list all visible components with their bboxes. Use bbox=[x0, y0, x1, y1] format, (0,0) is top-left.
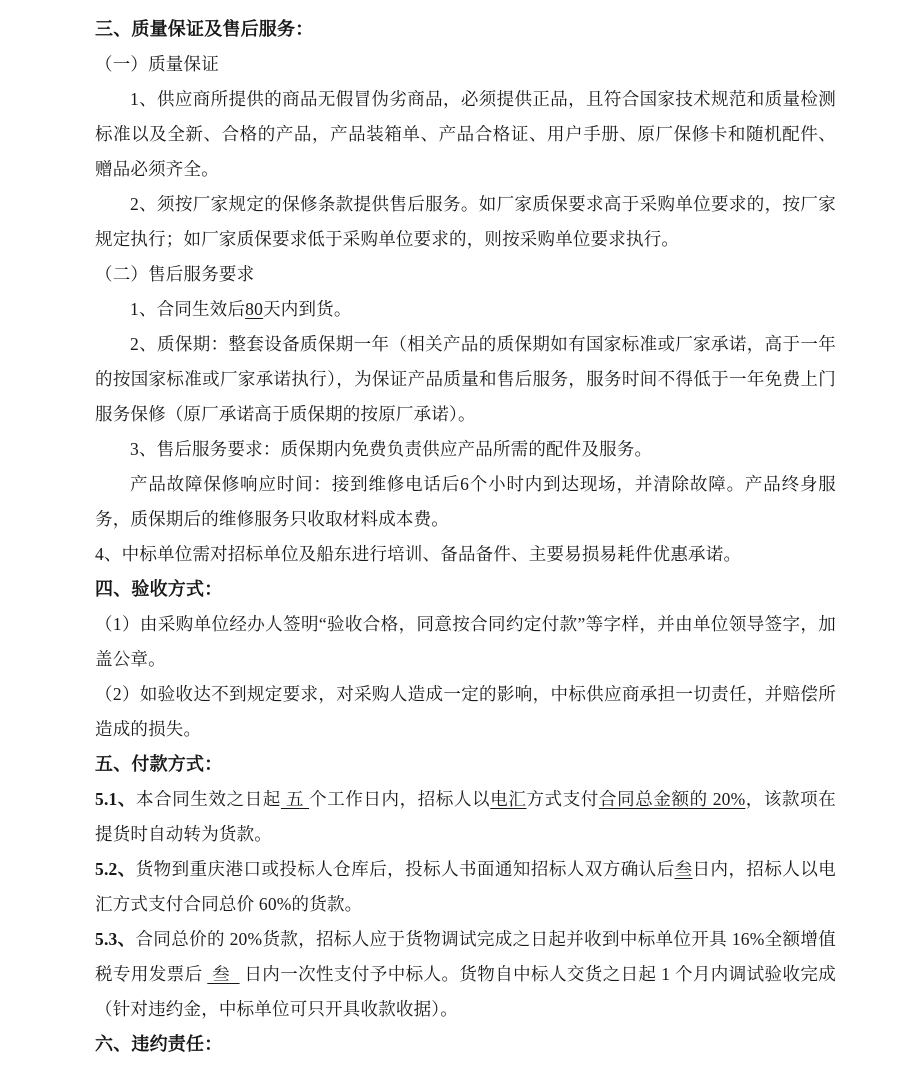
para-after-sales-service bbox=[95, 432, 836, 467]
underlined-text: 80 bbox=[245, 299, 264, 319]
para-acceptance-2 bbox=[95, 677, 836, 747]
text-run: 三、质量保证及售后服务： bbox=[95, 19, 314, 39]
text-run: （一）质量保证 bbox=[95, 54, 219, 74]
text-run: 日内一次性支付予中标人。货物自中标人交货之日起 1 个月内调试验收完成（针对违约金，中标单位可只开具收款收据）。 bbox=[95, 964, 836, 1019]
text-run: 产品故障保修响应时间：接到维修电话后6个小时内到达现场，并清除故障。产品终身服务，质保期后的维修服务只收取材料成本费。 bbox=[95, 474, 836, 529]
heading-section-4 bbox=[95, 572, 836, 607]
document-body bbox=[95, 12, 836, 1062]
heading-section-3 bbox=[95, 12, 836, 47]
bold-text: 5.3、 bbox=[95, 929, 136, 949]
para-payment-5-1 bbox=[95, 782, 836, 852]
underlined-text: 叁 bbox=[207, 964, 240, 984]
text-run: 四、验收方式： bbox=[95, 579, 223, 599]
heading-section-6 bbox=[95, 1027, 836, 1062]
text-run: ，该款项在提货时自动转为货款。 bbox=[95, 789, 836, 844]
para-quality-item-2 bbox=[95, 187, 836, 257]
para-payment-5-2 bbox=[95, 852, 836, 922]
text-run: 2、质保期：整套设备质保期一年（相关产品的质保期如有国家标准或厂家承诺，高于一年的按国家标准或厂家承诺执行），为保证产品质量和售后服务，服务时间不得低于一年免费上门服务保修（原厂承诺高于质保期的按原厂承诺）。 bbox=[95, 334, 836, 424]
subheading-quality-guarantee bbox=[95, 47, 836, 82]
underlined-text: 电汇 bbox=[490, 789, 527, 809]
bold-text: 5.2、 bbox=[95, 859, 136, 879]
text-run: 日内，招标人以电汇方式支付合同总价 60%的货款。 bbox=[95, 859, 836, 914]
text-run: 本合同生效之日起 bbox=[136, 789, 281, 809]
text-run: （1）由采购单位经办人签明“验收合格，同意按合同约定付款”等字样，并由单位领导签字，加盖公章。 bbox=[95, 614, 836, 669]
text-run: 天内到货。 bbox=[263, 299, 352, 319]
bold-text: 5.1、 bbox=[95, 789, 137, 809]
text-run: 方式支付 bbox=[526, 789, 599, 809]
text-run: （2）如验收达不到规定要求，对采购人造成一定的影响，中标供应商承担一切责任，并赔偿所造成的损失。 bbox=[95, 684, 836, 739]
text-run: 1、供应商所提供的商品无假冒伪劣商品，必须提供正品，且符合国家技术规范和质量检测标准以及全新、合格的产品，产品装箱单、产品合格证、用户手册、原厂保修卡和随机配件、赠品必须齐全。 bbox=[95, 89, 836, 179]
underlined-text: 叁 bbox=[674, 859, 693, 879]
text-run: 货物到重庆港口或投标人仓库后，投标人书面通知招标人双方确认后 bbox=[135, 859, 675, 879]
text-run: 个工作日内，招标人以 bbox=[309, 789, 491, 809]
text-run: 五、付款方式： bbox=[95, 754, 223, 774]
para-training-commitment bbox=[95, 537, 836, 572]
para-delivery-time bbox=[95, 292, 836, 327]
underlined-text: 五 bbox=[280, 789, 310, 809]
underlined-text: 合同总金额的 20% bbox=[599, 789, 746, 809]
para-quality-item-1 bbox=[95, 82, 836, 187]
text-run: （二）售后服务要求 bbox=[95, 264, 255, 284]
text-run: 3、售后服务要求：质保期内免费负责供应产品所需的配件及服务。 bbox=[130, 439, 653, 459]
text-run: 4、中标单位需对招标单位及船东进行培训、备品备件、主要易损易耗件优惠承诺。 bbox=[95, 544, 742, 564]
para-payment-5-3 bbox=[95, 922, 836, 1027]
text-run: 2、须按厂家规定的保修条款提供售后服务。如厂家质保要求高于采购单位要求的，按厂家规定执行；如厂家质保要求低于采购单位要求的，则按采购单位要求执行。 bbox=[95, 194, 836, 249]
text-run: 合同总价的 20%货款，招标人应于货物调试完成之日起并收到中标单位开具 16%全额增值税专用发票后 bbox=[95, 929, 836, 984]
para-acceptance-1 bbox=[95, 607, 836, 677]
para-warranty-period bbox=[95, 327, 836, 432]
text-run: 六、违约责任： bbox=[95, 1034, 223, 1054]
text-run: 1、合同生效后 bbox=[130, 299, 246, 319]
subheading-after-sales-requirements bbox=[95, 257, 836, 292]
heading-section-5 bbox=[95, 747, 836, 782]
para-fault-response bbox=[95, 467, 836, 537]
